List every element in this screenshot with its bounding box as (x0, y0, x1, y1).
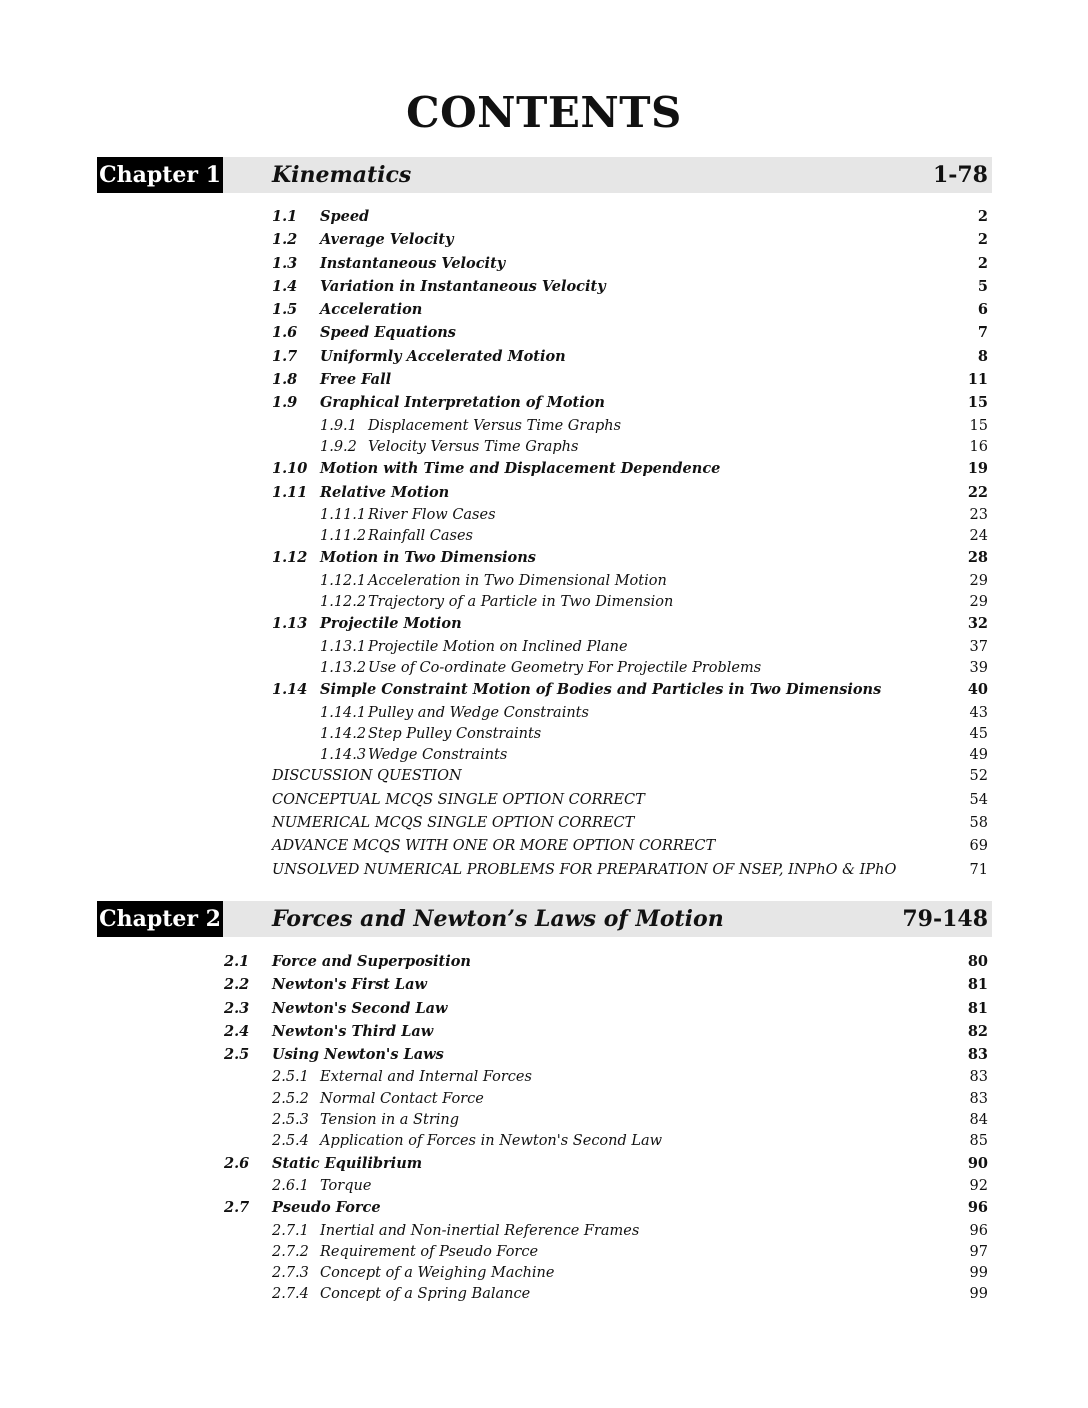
toc-entry (0, 321, 1088, 344)
toc-entry-page: 96 (967, 1199, 988, 1217)
toc-entry-page: 99 (969, 1265, 988, 1282)
toc-entry-title: Velocity Versus Time Graphs (368, 438, 579, 455)
toc-entry (0, 525, 1088, 546)
toc-entry-number: 1.11.1 (320, 506, 367, 523)
toc-entry (0, 504, 1088, 525)
toc-entry-page: 28 (967, 549, 988, 567)
toc-entry-title: Projectile Motion on Inclined Plane (368, 638, 628, 655)
toc-entry-page: 19 (967, 460, 988, 478)
toc-entry (0, 546, 1088, 569)
toc-entry-page: 90 (967, 1154, 988, 1172)
toc-entry-number: 1.9.2 (320, 438, 357, 455)
toc-entry-title: Acceleration (320, 301, 423, 319)
toc-entry-page: 15 (967, 394, 988, 412)
toc-entry-number: 2.5 (224, 1046, 250, 1064)
toc-entry-page: 80 (967, 953, 988, 970)
chapter-entries-1 (0, 205, 1088, 882)
toc-entry-title: Force and Superposition (272, 953, 471, 970)
chapter-label: Chapter 1 (97, 157, 223, 193)
toc-entry-title: Tension in a String (320, 1112, 460, 1129)
toc-entry-number: 1.12.1 (320, 572, 367, 589)
toc-entry-page: 2 (977, 254, 988, 272)
toc-entry-page: 16 (969, 438, 988, 455)
toc-entry-number: 1.8 (272, 371, 298, 389)
toc-entry-title: Graphical Interpretation of Motion (320, 394, 605, 412)
toc-entry-page: 54 (969, 791, 988, 808)
toc-entry-page: 29 (969, 572, 988, 589)
toc-entry-title: Trajectory of a Particle in Two Dimension (368, 594, 674, 611)
toc-entry-number: 1.14.2 (320, 725, 367, 742)
toc-entry (0, 1196, 1088, 1219)
toc-entry-page: 2 (977, 231, 988, 249)
toc-entry (0, 723, 1088, 744)
toc-entry-title: Requirement of Pseudo Force (320, 1243, 539, 1260)
toc-entry (0, 591, 1088, 612)
toc-entry-number: 1.4 (272, 277, 298, 295)
toc-entry-page: 49 (969, 747, 988, 764)
toc-entry-number: 2.3 (224, 999, 250, 1017)
toc-entry-title: Simple Constraint Motion of Bodies and Particles in Two Dimensions (320, 681, 882, 699)
toc-entry-number: 1.12.2 (320, 594, 367, 611)
toc-entry-page: 5 (977, 277, 988, 295)
toc-entry (0, 436, 1088, 457)
toc-entry-title: River Flow Cases (368, 506, 496, 523)
toc-entry (0, 1283, 1088, 1304)
toc-entry (0, 1175, 1088, 1196)
toc-entry-page: 83 (969, 1090, 988, 1107)
toc-entry-number: 2.7.2 (272, 1243, 309, 1260)
toc-entry-title: Normal Contact Force (320, 1090, 484, 1107)
toc-entry-title: Free Fall (320, 371, 392, 389)
toc-entry-number: 1.14 (272, 681, 308, 699)
chapter-label: Chapter 2 (97, 901, 223, 937)
toc-entry (0, 368, 1088, 391)
toc-entry-title: Average Velocity (320, 231, 454, 249)
toc-entry-title: Variation in Instantaneous Velocity (320, 277, 606, 295)
toc-entry-title: Rainfall Cases (368, 528, 473, 545)
toc-entry-page: 97 (969, 1243, 988, 1260)
toc-entry (0, 252, 1088, 275)
toc-entry-number: 2.5.1 (272, 1069, 309, 1086)
toc-entry-title: Concept of a Weighing Machine (320, 1265, 555, 1282)
toc-entry (0, 298, 1088, 321)
toc-entry (0, 1241, 1088, 1262)
toc-entry-page: 8 (977, 347, 988, 365)
toc-entry-page: 22 (967, 483, 988, 501)
toc-entry-title: Step Pulley Constraints (368, 725, 542, 742)
toc-entry-page: 43 (969, 704, 988, 721)
toc-entry-number: 2.5.2 (272, 1090, 309, 1107)
toc-entry-page: 39 (969, 659, 988, 676)
toc-entry-title: Uniformly Accelerated Motion (320, 347, 566, 365)
toc-entry-page: 92 (969, 1177, 988, 1194)
chapter-pages: 79-148 (902, 906, 988, 932)
toc-entry-title: Motion with Time and Displacement Dependence (320, 460, 721, 478)
toc-entry-number: 1.7 (272, 347, 298, 365)
toc-entry-title: Application of Forces in Newton's Second Law (320, 1133, 663, 1150)
toc-entry-page: 6 (977, 301, 988, 319)
toc-entry-number: 2.7.3 (272, 1265, 309, 1282)
toc-entry-title: Displacement Versus Time Graphs (368, 417, 622, 434)
toc-entry-title: NUMERICAL MCQS SINGLE OPTION CORRECT (272, 815, 635, 832)
toc-entry-page: 45 (969, 725, 988, 742)
toc-entry (0, 973, 1088, 996)
toc-entry (0, 950, 1088, 973)
toc-entry (0, 702, 1088, 723)
toc-entry-page: 58 (969, 815, 988, 832)
toc-entry-number: 1.12 (272, 549, 308, 567)
toc-entry (0, 275, 1088, 298)
toc-entry (0, 835, 1088, 858)
toc-entry-number: 2.5.3 (272, 1112, 309, 1129)
toc-entry-page: 84 (969, 1112, 988, 1129)
toc-entry-title: CONCEPTUAL MCQS SINGLE OPTION CORRECT (272, 791, 645, 808)
toc-entry (0, 678, 1088, 701)
toc-entry-title: UNSOLVED NUMERICAL PROBLEMS FOR PREPARATION OF NSEP, INPhO & IPhO (272, 861, 897, 878)
toc-entry (0, 812, 1088, 835)
toc-entry-number: 2.2 (224, 976, 250, 994)
toc-entry-page: 24 (969, 528, 988, 545)
page-title: CONTENTS (406, 88, 682, 137)
toc-entry (0, 1220, 1088, 1241)
toc-entry (0, 612, 1088, 635)
toc-entry-number: 1.1 (272, 208, 298, 225)
toc-entry-title: Projectile Motion (320, 615, 462, 633)
toc-entry-number: 2.6 (224, 1154, 250, 1172)
toc-entry (0, 1043, 1088, 1066)
toc-entry-page: 83 (967, 1046, 988, 1064)
chapter-entries-2 (0, 950, 1088, 1305)
toc-entry-number: 2.6.1 (272, 1177, 309, 1194)
toc-entry-title: Use of Co-ordinate Geometry For Projectile Problems (368, 659, 762, 676)
toc-entry (0, 1020, 1088, 1043)
toc-entry-number: 1.14.1 (320, 704, 367, 721)
toc-entry-title: Static Equilibrium (272, 1154, 423, 1172)
toc-entry-title: Concept of a Spring Balance (320, 1286, 531, 1303)
toc-entry-page: 2 (977, 208, 988, 225)
toc-entry-title: Pulley and Wedge Constraints (368, 704, 589, 721)
toc-entry-title: Pseudo Force (272, 1199, 381, 1217)
toc-entry-title: Acceleration in Two Dimensional Motion (368, 572, 667, 589)
toc-entry (0, 415, 1088, 436)
toc-entry-page: 82 (967, 1022, 988, 1040)
toc-entry (0, 1066, 1088, 1087)
chapter-title: Kinematics (272, 162, 412, 188)
toc-entry-number: 1.10 (272, 460, 308, 478)
toc-entry-number: 2.7 (224, 1199, 250, 1217)
toc-entry-page: 32 (967, 615, 988, 633)
toc-entry-title: Relative Motion (320, 483, 450, 501)
toc-entry-number: 1.9 (272, 394, 298, 412)
toc-entry (0, 1088, 1088, 1109)
toc-entry-title: Motion in Two Dimensions (320, 549, 536, 567)
toc-entry-page: 99 (969, 1286, 988, 1303)
toc-entry-page: 81 (967, 976, 988, 994)
toc-entry-title: DISCUSSION QUESTION (272, 768, 462, 785)
toc-entry (0, 1262, 1088, 1283)
toc-entry-number: 1.2 (272, 231, 298, 249)
toc-entry-number: 1.9.1 (320, 417, 357, 434)
toc-entry-title: Wedge Constraints (368, 747, 508, 764)
toc-entry-number: 2.1 (224, 953, 250, 970)
toc-entry-page: 29 (969, 594, 988, 611)
toc-entry-title: ADVANCE MCQS WITH ONE OR MORE OPTION CORRECT (272, 838, 716, 855)
toc-entry-number: 2.5.4 (272, 1133, 309, 1150)
chapter-header-2 (97, 901, 992, 937)
toc-entry-page: 96 (969, 1222, 988, 1239)
toc-entry-title: Inertial and Non-inertial Reference Frames (320, 1222, 640, 1239)
toc-entry-number: 1.11.2 (320, 528, 367, 545)
toc-entry-number: 1.6 (272, 324, 298, 342)
chapter-header-1 (97, 157, 992, 193)
toc-entry-page: 37 (969, 638, 988, 655)
toc-entry-page: 83 (969, 1069, 988, 1086)
toc-entry (0, 1130, 1088, 1151)
toc-entry (0, 657, 1088, 678)
toc-entry-number: 2.7.1 (272, 1222, 309, 1239)
toc-entry (0, 997, 1088, 1020)
toc-entry-page: 7 (977, 324, 988, 342)
toc-entry-page: 15 (969, 417, 988, 434)
toc-entry (0, 859, 1088, 882)
toc-entry (0, 636, 1088, 657)
toc-entry-number: 2.4 (224, 1022, 250, 1040)
toc-entry (0, 570, 1088, 591)
toc-entry-title: Speed Equations (320, 324, 456, 342)
toc-entry (0, 391, 1088, 414)
toc-entry-number: 1.14.3 (320, 747, 367, 764)
chapter-pages: 1-78 (932, 162, 988, 188)
toc-entry-page: 23 (969, 506, 988, 523)
toc-entry-title: Instantaneous Velocity (320, 254, 506, 272)
toc-entry-title: Speed (320, 208, 370, 225)
toc-entry (0, 228, 1088, 251)
toc-entry-title: Newton's First Law (272, 976, 427, 994)
toc-entry-title: External and Internal Forces (320, 1069, 532, 1086)
toc-entry (0, 744, 1088, 765)
toc-entry (0, 789, 1088, 812)
toc-entry (0, 205, 1088, 228)
toc-entry (0, 345, 1088, 368)
toc-entry-page: 11 (967, 371, 988, 389)
toc-entry-page: 85 (969, 1133, 988, 1150)
toc-entry-number: 1.13.2 (320, 659, 367, 676)
toc-entry-number: 2.7.4 (272, 1286, 309, 1303)
toc-entry-page: 52 (969, 768, 988, 785)
toc-entry-number: 1.3 (272, 254, 298, 272)
toc-entry-number: 1.11 (272, 483, 308, 501)
toc-entry-title: Newton's Third Law (272, 1022, 434, 1040)
toc-entry-title: Using Newton's Laws (272, 1046, 444, 1064)
toc-entry-title: Torque (320, 1177, 372, 1194)
toc-entry-number: 1.13 (272, 615, 308, 633)
toc-entry (0, 457, 1088, 480)
toc-entry-page: 81 (967, 999, 988, 1017)
toc-entry (0, 765, 1088, 788)
toc-entry (0, 1109, 1088, 1130)
toc-entry-page: 40 (967, 681, 988, 699)
toc-entry-page: 71 (969, 861, 988, 878)
toc-entry-number: 1.13.1 (320, 638, 367, 655)
toc-entry-number: 1.5 (272, 301, 298, 319)
toc-entry-title: Newton's Second Law (272, 999, 448, 1017)
chapter-title: Forces and Newton’s Laws of Motion (272, 906, 724, 932)
toc-entry (0, 1152, 1088, 1175)
toc-entry (0, 481, 1088, 504)
toc-entry-page: 69 (969, 838, 988, 855)
